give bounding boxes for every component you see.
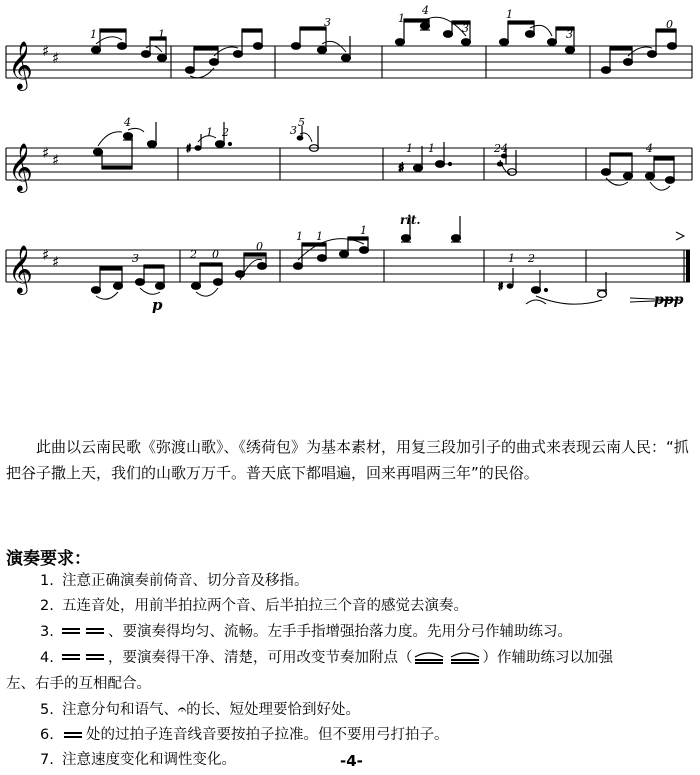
svg-text:♯: ♯ [52,49,60,67]
fingering: 1 [316,230,323,243]
svg-text:𝄞: 𝄞 [8,142,33,191]
item-number: 5. [40,702,54,718]
fingering: 5 [298,116,305,129]
fingering: 1 [296,230,303,243]
item-number: 3. [40,624,54,640]
fingering: 1 [428,142,435,155]
item-text: ）作辅助练习以加强 [482,650,613,666]
requirement-item-5 [40,700,360,720]
tempo-marking: rit. [400,213,421,227]
fingering: 3 [324,16,331,29]
svg-text:♯: ♯ [42,246,50,264]
requirements-heading: 演奏要求： [6,549,91,569]
final-barline [686,250,690,282]
requirement-item-6 [40,725,449,745]
item-text: ，要演奏得干净、清楚，可用改变节奏加附点（ [108,650,413,666]
fingering: 3 [132,252,139,265]
fingering: 2 [222,126,229,139]
fingering: 2 [190,248,197,261]
dotted-rhythm-symbol [413,651,483,665]
sixteenth-notes-symbol [62,652,108,664]
item-text: 左、右手的互相配合。 [6,676,151,692]
intro-text: 此曲以云南民歌《弥渡山歌》、《绣荷包》为基本素材，用复三段加引子的曲式来表现云南人民：“抓把谷子撒上天，我们的山歌万万千。普天底下都唱遍，回来再唱两三年”的民俗。 [6,438,689,482]
fingering: 3 [566,28,573,41]
fingerings-system-1 [90,4,673,41]
sixteenth-notes-symbol [62,626,108,638]
fingering: 1 [398,12,405,25]
fingering: 4 [124,116,131,129]
tied-notes-symbol [62,729,86,741]
item-text: 、要演奏得均匀、流畅。左手手指增强抬落力度。先用分弓作辅助练习。 [108,624,572,640]
svg-text:♯: ♯ [42,144,50,162]
fingerings-system-2 [123,116,653,155]
requirement-item-2 [40,596,468,616]
requirement-item-7 [40,750,236,770]
fingering: 0 [666,18,673,31]
fingering: 4 [422,4,429,17]
item-text: 注意速度变化和调性变化。 [62,752,236,768]
fingering: 3 [462,22,469,35]
item-number: 7. [40,752,54,768]
dynamic-end: ppp [654,292,684,308]
fingering: 0 [256,240,263,253]
item-number: 4. [40,650,54,666]
staff-system-3 [0,212,700,324]
key-signature: ♯ [42,42,50,60]
fingering: 1 [206,126,213,139]
fingering: 0 [212,248,219,261]
intro-paragraph [6,434,692,486]
item-number: 6. [40,727,54,743]
item-text: 的长、短处理要恰到好处。 [186,702,361,718]
fingering: 1 [158,28,165,41]
fingering: 1 [508,252,515,265]
item-text: 处的过拍子连音线音要按拍子拉准。但不要用弓打拍子。 [86,727,449,743]
fingering: 4 [646,142,653,155]
fingering: 3 [290,124,297,137]
requirement-item-1 [40,571,309,591]
requirement-item-4 [40,648,613,668]
item-number: 2. [40,598,54,614]
fingering: 1 [506,8,513,21]
fingering: 2 [494,142,501,155]
fingerings-system-3 [132,224,535,265]
fermata-icon: 𝄐 [178,702,187,718]
fingering: 2 [528,252,535,265]
dynamic-start: p [152,296,163,314]
fingering: 1 [90,28,97,41]
page-number: -4- [340,752,363,770]
fingering: 1 [360,224,367,237]
svg-text:♯: ♯ [186,142,192,155]
treble-clef: 𝄞 [8,40,33,89]
staff-system-1 [0,0,700,105]
item-text: 五连音处，用前半拍拉两个音、后半拍拉三个音的感觉去演奏。 [62,598,468,614]
svg-text:♯: ♯ [52,151,60,169]
item-text: 注意正确演奏前倚音、切分音及移指。 [62,573,309,589]
svg-text:♯: ♯ [498,280,504,293]
svg-text:♯: ♯ [398,161,405,176]
fingering: 4 [501,142,508,155]
item-text: 注意分句和语气、 [62,702,178,718]
staff-system-2 [0,112,700,212]
svg-text:♯: ♯ [52,253,60,271]
svg-text:𝄞: 𝄞 [8,244,33,293]
requirement-item-3 [40,622,572,642]
requirement-item-4-continuation [6,674,151,694]
item-number: 1. [40,573,54,589]
fingering: 1 [406,142,413,155]
